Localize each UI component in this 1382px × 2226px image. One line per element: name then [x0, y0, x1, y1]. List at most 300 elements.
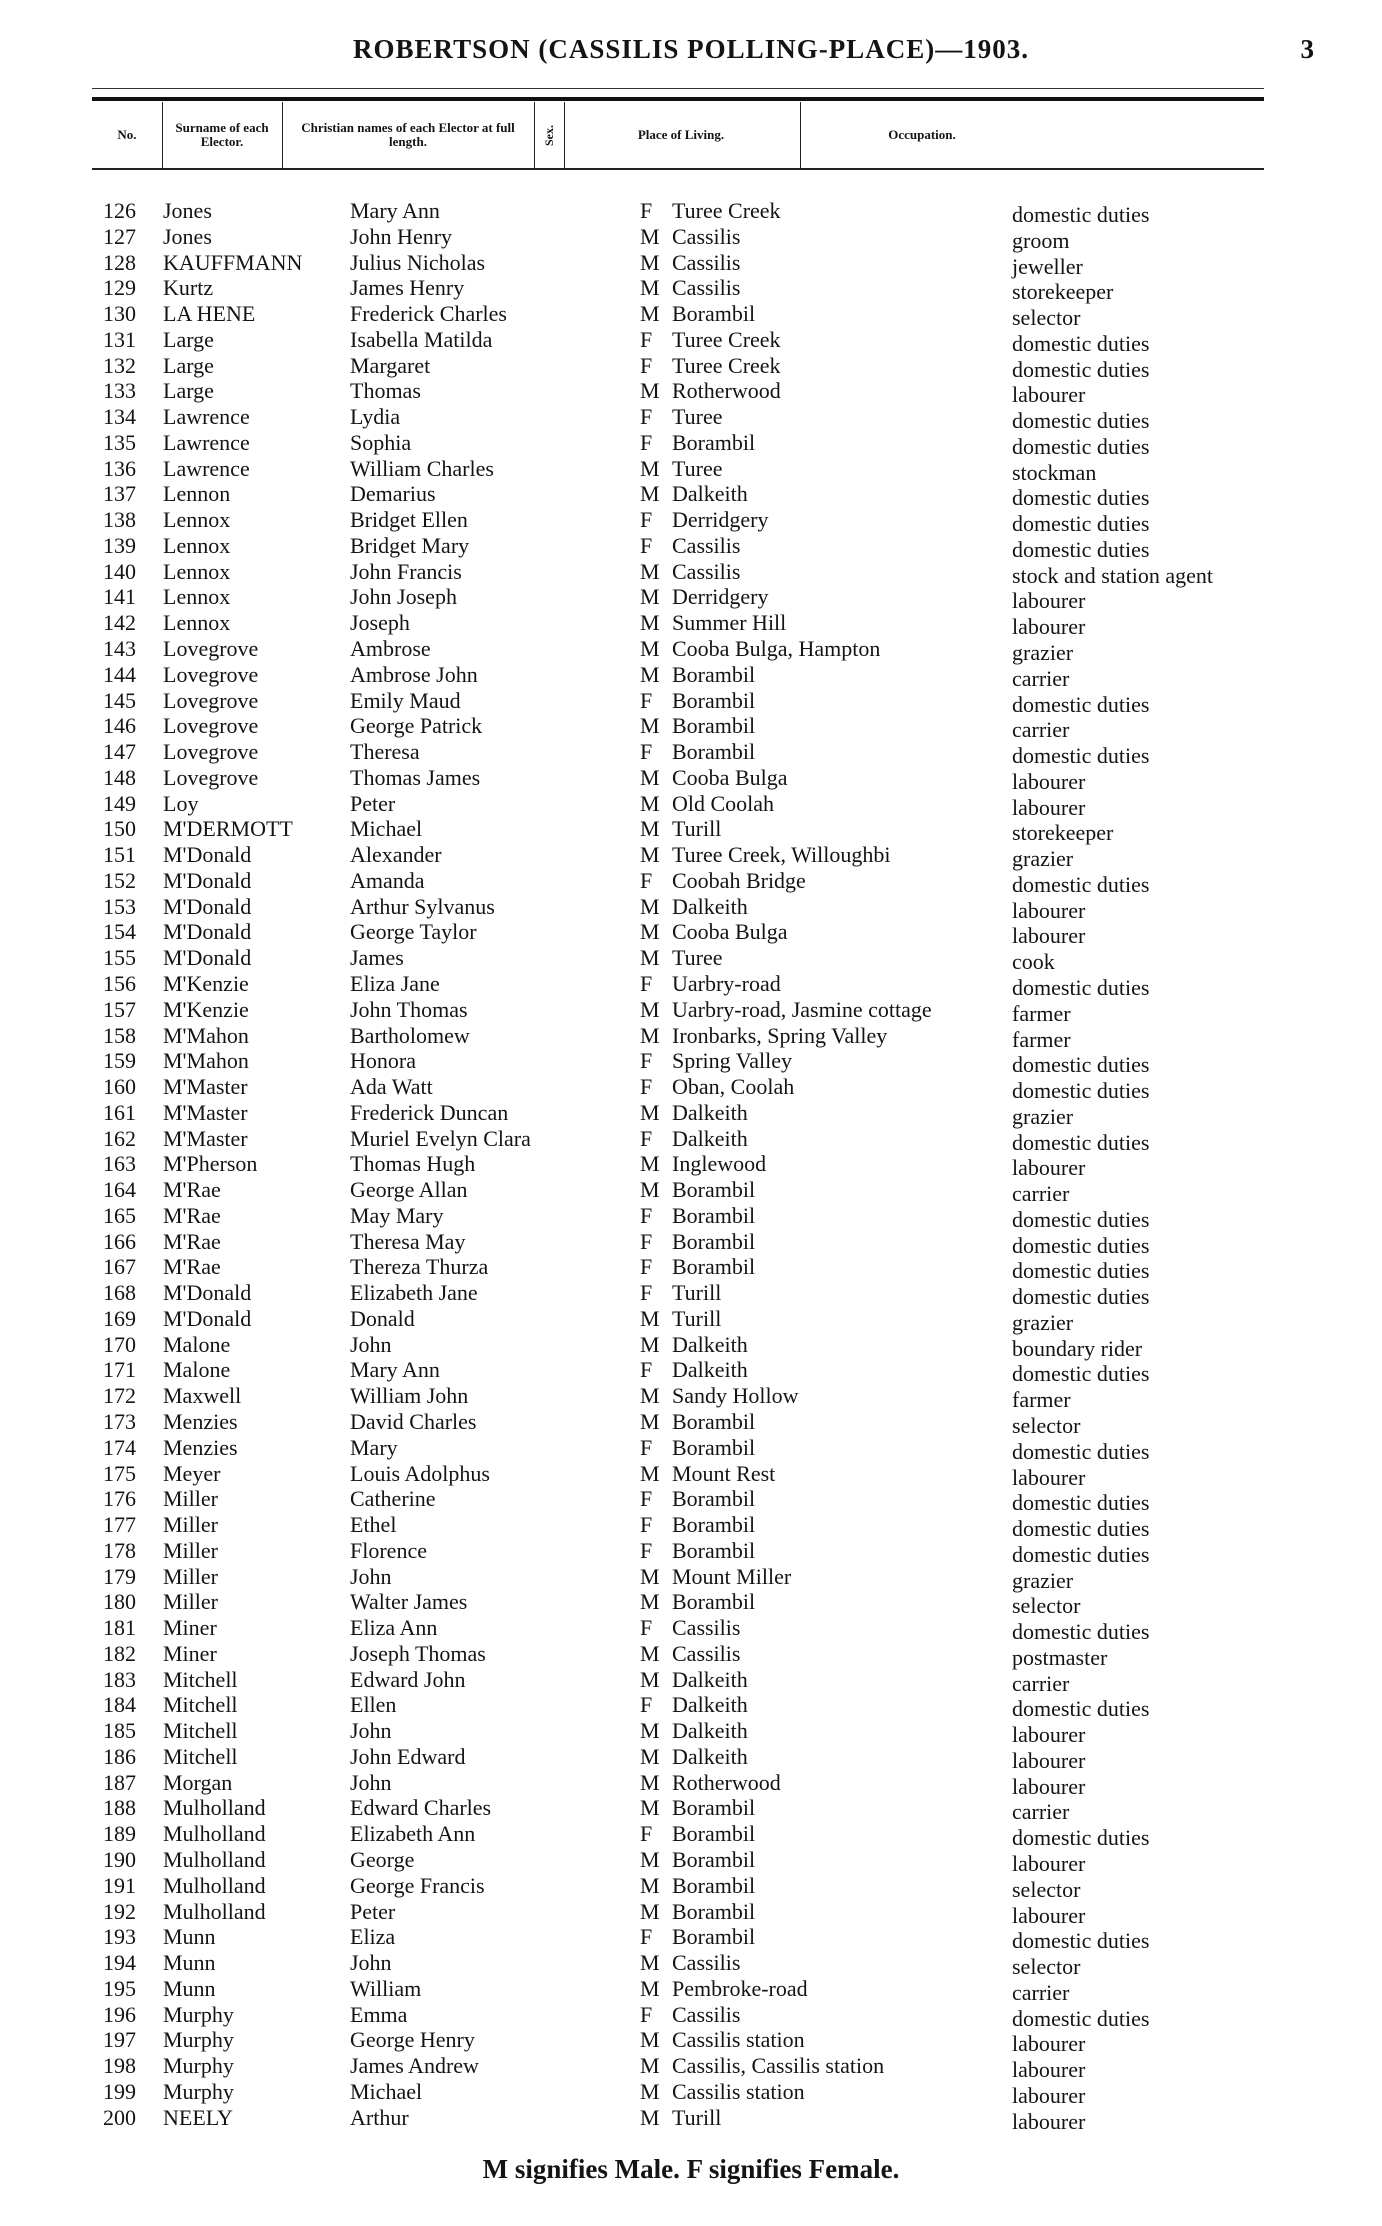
elector-place: Borambil	[672, 1228, 756, 1254]
elector-christian-names: Florence	[350, 1537, 427, 1563]
elector-place: Cooba Bulga	[672, 919, 788, 945]
elector-christian-names: Michael	[350, 816, 423, 842]
elector-sex: F	[640, 1254, 653, 1280]
elector-christian-names: Thomas James	[350, 764, 481, 790]
elector-occupation: selector	[1012, 305, 1081, 331]
elector-number: 193	[103, 1924, 136, 1950]
elector-sex: F	[640, 1615, 653, 1641]
elector-occupation: labourer	[1012, 1747, 1086, 1773]
elector-surname: M'Mahon	[163, 1048, 249, 1074]
elector-number: 140	[103, 558, 136, 584]
elector-occupation: domestic duties	[1012, 511, 1150, 537]
elector-number: 133	[103, 378, 136, 404]
elector-surname: Large	[163, 352, 214, 378]
elector-number: 187	[103, 1769, 136, 1795]
elector-surname: Lovegrove	[163, 636, 259, 662]
elector-sex: M	[640, 481, 660, 507]
elector-sex: F	[640, 1924, 653, 1950]
table-row	[0, 739, 1382, 769]
elector-sex: M	[640, 223, 660, 249]
table-row	[0, 610, 1382, 640]
elector-place: Old Coolah	[672, 790, 775, 816]
elector-christian-names: George Patrick	[350, 713, 483, 739]
elector-place: Dalkeith	[672, 1743, 748, 1769]
elector-occupation: grazier	[1012, 1309, 1074, 1335]
table-header	[92, 102, 1264, 170]
elector-christian-names: Eliza Ann	[350, 1615, 438, 1641]
elector-number: 165	[103, 1202, 136, 1228]
elector-place: Dalkeith	[672, 1099, 748, 1125]
table-row	[0, 893, 1382, 923]
table-row	[0, 532, 1382, 562]
elector-place: Cassilis, Cassilis station	[672, 2053, 885, 2079]
elector-place: Borambil	[672, 1177, 756, 1203]
elector-surname: Loy	[163, 790, 199, 816]
elector-christian-names: Michael	[350, 2078, 423, 2104]
elector-sex: M	[640, 2053, 660, 2079]
elector-sex: M	[640, 378, 660, 404]
elector-place: Turee	[672, 945, 723, 971]
header-rule-thick	[92, 97, 1264, 101]
elector-christian-names: Honora	[350, 1048, 416, 1074]
elector-occupation: selector	[1012, 1412, 1081, 1438]
elector-sex: F	[640, 532, 653, 558]
table-row	[0, 1280, 1382, 1310]
table-row	[0, 249, 1382, 279]
elector-sex: M	[640, 996, 660, 1022]
elector-place: Dalkeith	[672, 1692, 748, 1718]
elector-sex: M	[640, 636, 660, 662]
elector-number: 200	[103, 2104, 136, 2130]
table-row	[0, 1872, 1382, 1902]
elector-christian-names: Frederick Duncan	[350, 1099, 509, 1125]
elector-occupation: domestic duties	[1012, 1928, 1150, 1954]
elector-number: 197	[103, 2027, 136, 2053]
table-row	[0, 1022, 1382, 1052]
elector-number: 195	[103, 1975, 136, 2001]
elector-place: Turee	[672, 404, 723, 430]
elector-place: Borambil	[672, 1202, 756, 1228]
elector-number: 129	[103, 275, 136, 301]
elector-place: Cassilis	[672, 1640, 741, 1666]
elector-surname: Lawrence	[163, 455, 250, 481]
elector-surname: M'Rae	[163, 1177, 221, 1203]
elector-christian-names: Elizabeth Jane	[350, 1280, 478, 1306]
elector-surname: Mulholland	[163, 1872, 266, 1898]
elector-place: Cassilis	[672, 1615, 741, 1641]
table-row	[0, 2001, 1382, 2031]
elector-sex: M	[640, 1718, 660, 1744]
elector-surname: M'Rae	[163, 1254, 221, 1280]
elector-place: Turill	[672, 1305, 722, 1331]
elector-christian-names: William John	[350, 1383, 469, 1409]
elector-christian-names: Thomas Hugh	[350, 1151, 476, 1177]
elector-number: 190	[103, 1847, 136, 1872]
elector-number: 198	[103, 2053, 136, 2079]
elector-christian-names: Emily Maud	[350, 687, 461, 713]
elector-sex: M	[640, 919, 660, 945]
elector-surname: Mitchell	[163, 1743, 238, 1769]
header-surname: Surname of each Elector.	[175, 120, 269, 149]
elector-surname: Miller	[163, 1512, 218, 1538]
elector-christian-names: James Henry	[350, 275, 465, 301]
elector-christian-names: Ethel	[350, 1512, 397, 1538]
elector-number: 156	[103, 970, 136, 996]
elector-sex: M	[640, 713, 660, 739]
table-row	[0, 378, 1382, 408]
elector-sex: M	[640, 1975, 660, 2001]
table-row	[0, 1718, 1382, 1748]
table-row	[0, 1743, 1382, 1773]
elector-place: Borambil	[672, 1924, 756, 1950]
elector-place: Rotherwood	[672, 378, 781, 404]
elector-surname: Mulholland	[163, 1821, 266, 1847]
elector-christian-names: John	[350, 1331, 392, 1357]
table-row	[0, 1692, 1382, 1722]
table-row	[0, 1589, 1382, 1619]
elector-occupation: stock and station agent	[1012, 562, 1214, 588]
elector-christian-names: George Taylor	[350, 919, 477, 945]
elector-number: 153	[103, 893, 136, 919]
elector-number: 183	[103, 1666, 136, 1692]
elector-place: Mount Miller	[672, 1563, 792, 1589]
elector-place: Sandy Hollow	[672, 1383, 799, 1409]
elector-christian-names: John Francis	[350, 558, 462, 584]
elector-number: 164	[103, 1177, 136, 1203]
elector-occupation: carrier	[1012, 717, 1070, 743]
elector-occupation: domestic duties	[1012, 1206, 1150, 1232]
elector-occupation: domestic duties	[1012, 408, 1150, 434]
elector-sex: M	[640, 1022, 660, 1048]
elector-sex: F	[640, 739, 653, 765]
elector-christian-names: Arthur	[350, 2104, 409, 2130]
elector-number: 126	[103, 198, 136, 223]
elector-surname: M'Donald	[163, 919, 252, 945]
elector-occupation: domestic duties	[1012, 1619, 1150, 1645]
elector-place: Uarbry-road	[672, 970, 781, 996]
elector-sex: M	[640, 1847, 660, 1872]
elector-occupation: domestic duties	[1012, 691, 1150, 717]
elector-number: 173	[103, 1408, 136, 1434]
table-row	[0, 352, 1382, 382]
elector-number: 146	[103, 713, 136, 739]
elector-occupation: domestic duties	[1012, 1490, 1150, 1516]
elector-sex: F	[640, 1048, 653, 1074]
elector-occupation: labourer	[1012, 614, 1086, 640]
elector-christian-names: Thomas	[350, 378, 421, 404]
table-row	[0, 198, 1382, 227]
elector-surname: Lawrence	[163, 429, 250, 455]
elector-christian-names: May Mary	[350, 1202, 444, 1228]
elector-sex: F	[640, 198, 653, 223]
elector-christian-names: Thereza Thurza	[350, 1254, 489, 1280]
header-place: Place of Living.	[637, 127, 725, 142]
elector-surname: Menzies	[163, 1408, 238, 1434]
elector-sex: F	[640, 1821, 653, 1847]
elector-number: 157	[103, 996, 136, 1022]
elector-surname: Mitchell	[163, 1666, 238, 1692]
elector-occupation: labourer	[1012, 2108, 1086, 2134]
elector-christian-names: Muriel Evelyn Clara	[350, 1125, 531, 1151]
elector-christian-names: Ellen	[350, 1692, 397, 1718]
elector-christian-names: George Allan	[350, 1177, 468, 1203]
table-row	[0, 867, 1382, 897]
elector-place: Dalkeith	[672, 1357, 748, 1383]
elector-sex: M	[640, 584, 660, 610]
elector-place: Cassilis	[672, 223, 741, 249]
elector-place: Turill	[672, 816, 722, 842]
elector-occupation: domestic duties	[1012, 1232, 1150, 1258]
elector-surname: Large	[163, 326, 214, 352]
elector-occupation: domestic duties	[1012, 1438, 1150, 1464]
elector-place: Turee Creek	[672, 352, 781, 378]
elector-surname: Munn	[163, 1975, 216, 2001]
elector-place: Borambil	[672, 1486, 756, 1512]
table-row	[0, 326, 1382, 356]
elector-number: 181	[103, 1615, 136, 1641]
elector-number: 162	[103, 1125, 136, 1151]
elector-christian-names: James Andrew	[350, 2053, 479, 2079]
elector-christian-names: John	[350, 1563, 392, 1589]
elector-christian-names: George Henry	[350, 2027, 475, 2053]
elector-number: 151	[103, 842, 136, 868]
elector-occupation: labourer	[1012, 1773, 1086, 1799]
elector-christian-names: John Thomas	[350, 996, 468, 1022]
header-no: No.	[117, 127, 137, 142]
elector-number: 179	[103, 1563, 136, 1589]
table-row	[0, 584, 1382, 614]
header-christian: Christian names of each Elector at full length.	[301, 120, 515, 149]
elector-place: Dalkeith	[672, 1331, 748, 1357]
elector-occupation: postmaster	[1012, 1644, 1108, 1670]
elector-number: 159	[103, 1048, 136, 1074]
elector-surname: NEELY	[163, 2104, 233, 2130]
elector-christian-names: Sophia	[350, 429, 412, 455]
elector-occupation: labourer	[1012, 588, 1086, 614]
elector-place: Borambil	[672, 713, 756, 739]
elector-occupation: domestic duties	[1012, 974, 1150, 1000]
elector-surname: Lennon	[163, 481, 231, 507]
elector-surname: Murphy	[163, 2027, 234, 2053]
table-row	[0, 2104, 1382, 2134]
elector-occupation: labourer	[1012, 2082, 1086, 2108]
elector-number: 168	[103, 1280, 136, 1306]
elector-surname: Meyer	[163, 1460, 221, 1486]
elector-sex: F	[640, 404, 653, 430]
elector-place: Inglewood	[672, 1151, 767, 1177]
elector-sex: M	[640, 842, 660, 868]
elector-occupation: labourer	[1012, 1902, 1086, 1928]
elector-number: 191	[103, 1872, 136, 1898]
table-row	[0, 1305, 1382, 1335]
elector-sex: F	[640, 1202, 653, 1228]
elector-surname: M'Donald	[163, 1305, 252, 1331]
elector-number: 196	[103, 2001, 136, 2027]
elector-number: 178	[103, 1537, 136, 1563]
elector-surname: Mulholland	[163, 1847, 266, 1872]
elector-place: Mount Rest	[672, 1460, 776, 1486]
elector-occupation: labourer	[1012, 923, 1086, 949]
elector-surname: Jones	[163, 198, 212, 223]
elector-number: 160	[103, 1074, 136, 1100]
elector-surname: Jones	[163, 223, 212, 249]
elector-number: 171	[103, 1357, 136, 1383]
elector-sex: M	[640, 1408, 660, 1434]
elector-place: Borambil	[672, 301, 756, 327]
table-row	[0, 1975, 1382, 2005]
table-row	[0, 1563, 1382, 1593]
elector-surname: Lennox	[163, 558, 231, 584]
elector-christian-names: Julius Nicholas	[350, 249, 486, 275]
elector-place: Borambil	[672, 1434, 756, 1460]
elector-sex: M	[640, 1099, 660, 1125]
elector-christian-names: Bridget Ellen	[350, 507, 468, 533]
elector-surname: M'Mahon	[163, 1022, 249, 1048]
elector-place: Borambil	[672, 661, 756, 687]
elector-christian-names: Elizabeth Ann	[350, 1821, 476, 1847]
elector-christian-names: Ada Watt	[350, 1074, 433, 1100]
table-row	[0, 970, 1382, 1000]
elector-number: 169	[103, 1305, 136, 1331]
elector-occupation: boundary rider	[1012, 1335, 1143, 1361]
elector-sex: M	[640, 1589, 660, 1615]
table-row	[0, 455, 1382, 485]
elector-sex: M	[640, 1872, 660, 1898]
elector-occupation: domestic duties	[1012, 330, 1150, 356]
elector-surname: Lovegrove	[163, 713, 259, 739]
elector-occupation: domestic duties	[1012, 433, 1150, 459]
elector-occupation: carrier	[1012, 1670, 1070, 1696]
elector-place: Derridgery	[672, 584, 769, 610]
elector-number: 149	[103, 790, 136, 816]
elector-number: 135	[103, 429, 136, 455]
elector-sex: M	[640, 610, 660, 636]
elector-sex: M	[640, 301, 660, 327]
elector-number: 188	[103, 1795, 136, 1821]
elector-surname: M'Rae	[163, 1228, 221, 1254]
footer-legend: M signifies Male. F signifies Female.	[482, 2154, 900, 2184]
table-row	[0, 1769, 1382, 1799]
table-row	[0, 1125, 1382, 1155]
table-row	[0, 1898, 1382, 1928]
elector-occupation: domestic duties	[1012, 356, 1150, 382]
elector-place: Cooba Bulga, Hampton	[672, 636, 881, 662]
elector-surname: Miller	[163, 1537, 218, 1563]
elector-number: 180	[103, 1589, 136, 1615]
elector-sex: M	[640, 1795, 660, 1821]
elector-occupation: domestic duties	[1012, 743, 1150, 769]
table-row	[0, 1512, 1382, 1542]
elector-occupation: labourer	[1012, 2031, 1086, 2057]
header-occupation: Occupation.	[888, 127, 956, 142]
elector-number: 172	[103, 1383, 136, 1409]
elector-christian-names: George	[350, 1847, 415, 1872]
elector-occupation: grazier	[1012, 1567, 1074, 1593]
elector-place: Dalkeith	[672, 1718, 748, 1744]
elector-surname: Menzies	[163, 1434, 238, 1460]
elector-surname: M'Kenzie	[163, 970, 249, 996]
elector-surname: Kurtz	[163, 275, 214, 301]
elector-place: Cassilis station	[672, 2078, 805, 2104]
table-row	[0, 790, 1382, 820]
elector-number: 143	[103, 636, 136, 662]
table-row	[0, 404, 1382, 434]
elector-place: Borambil	[672, 1847, 756, 1872]
elector-surname: M'Donald	[163, 893, 252, 919]
elector-surname: Morgan	[163, 1769, 233, 1795]
elector-surname: M'Rae	[163, 1202, 221, 1228]
elector-place: Derridgery	[672, 507, 769, 533]
elector-place: Cassilis	[672, 249, 741, 275]
elector-occupation: selector	[1012, 1954, 1081, 1980]
elector-number: 174	[103, 1434, 136, 1460]
elector-sex: M	[640, 1563, 660, 1589]
elector-place: Borambil	[672, 1821, 756, 1847]
elector-number: 161	[103, 1099, 136, 1125]
electors-list	[0, 198, 1382, 2134]
elector-occupation: labourer	[1012, 1464, 1086, 1490]
table-row	[0, 764, 1382, 794]
elector-occupation: labourer	[1012, 1722, 1086, 1748]
elector-surname: M'Kenzie	[163, 996, 249, 1022]
elector-christian-names: Mary Ann	[350, 1357, 440, 1383]
elector-place: Dalkeith	[672, 1125, 748, 1151]
header-divider	[162, 102, 163, 168]
table-row	[0, 945, 1382, 975]
elector-number: 184	[103, 1692, 136, 1718]
elector-christian-names: Edward John	[350, 1666, 466, 1692]
table-row	[0, 1434, 1382, 1464]
elector-christian-names: Theresa May	[350, 1228, 466, 1254]
elector-place: Cassilis	[672, 532, 741, 558]
elector-sex: M	[640, 1743, 660, 1769]
elector-christian-names: Frederick Charles	[350, 301, 507, 327]
elector-occupation: labourer	[1012, 794, 1086, 820]
elector-place: Turee	[672, 455, 723, 481]
table-row	[0, 223, 1382, 253]
elector-occupation: storekeeper	[1012, 279, 1114, 305]
elector-place: Turee Creek	[672, 326, 781, 352]
elector-sex: M	[640, 455, 660, 481]
elector-christian-names: Ambrose John	[350, 661, 478, 687]
elector-number: 144	[103, 661, 136, 687]
elector-number: 134	[103, 404, 136, 430]
header-rule-thin	[92, 88, 1264, 89]
table-row	[0, 558, 1382, 588]
elector-occupation: domestic duties	[1012, 1825, 1150, 1851]
elector-occupation: grazier	[1012, 640, 1074, 666]
elector-place: Dalkeith	[672, 893, 748, 919]
table-row	[0, 919, 1382, 949]
elector-occupation: domestic duties	[1012, 1516, 1150, 1542]
elector-christian-names: Joseph	[350, 610, 410, 636]
elector-number: 150	[103, 816, 136, 842]
elector-christian-names: Alexander	[350, 842, 442, 868]
elector-christian-names: Donald	[350, 1305, 415, 1331]
elector-place: Ironbarks, Spring Valley	[672, 1022, 888, 1048]
table-row	[0, 842, 1382, 872]
elector-number: 199	[103, 2078, 136, 2104]
elector-sex: M	[640, 661, 660, 687]
elector-number: 128	[103, 249, 136, 275]
elector-sex: M	[640, 2027, 660, 2053]
elector-sex: M	[640, 945, 660, 971]
elector-sex: F	[640, 326, 653, 352]
elector-sex: F	[640, 970, 653, 996]
elector-number: 166	[103, 1228, 136, 1254]
elector-number: 155	[103, 945, 136, 971]
table-row	[0, 1177, 1382, 1207]
